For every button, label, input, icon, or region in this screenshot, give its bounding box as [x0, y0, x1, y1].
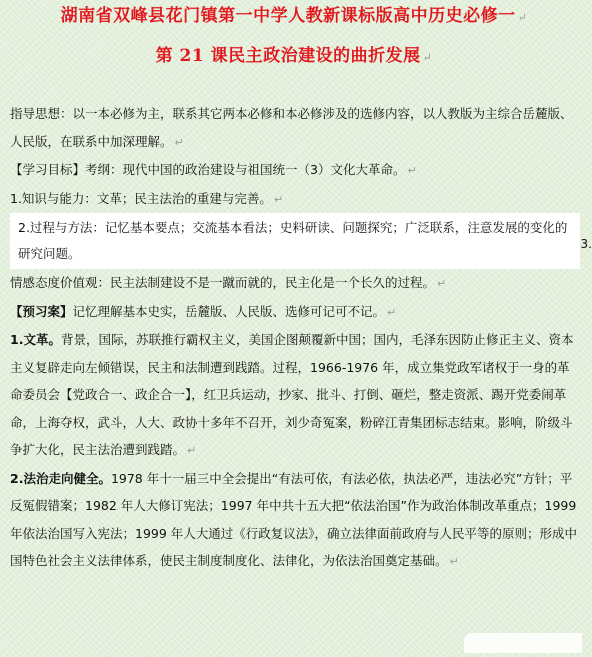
learning-goals-label: 【学习目标】 — [10, 162, 86, 177]
process-method-paragraph — [10, 213, 592, 269]
paragraph-mark-icon: ↵ — [273, 192, 284, 206]
guiding-ideology-text: 指导思想：以一本必修为主，联系其它两本必修和本必修涉及的选修内容，以人教版为主综合岳麓版、人民版，在联系中加深理解。 — [10, 106, 573, 149]
rule-of-law-text: 1978 年十一届三中全会提出“有法可依，有法必依，执法必严，违法必究”方针；平反冤假错案；1982 年人大修订宪法；1997 年中共十五大把“依法治国”作为政治体制改革重点；1999 年依法治国写入宪法；1999 年人大通过《行政复议法》，确立法律面前政府与人民平等的原则；形成中国特色社会主义法律体系，使民主制度制度化、法律化，为依法治国奠定基础。 — [10, 470, 578, 568]
learning-goals-text: 考纲：现代中国的政治建设与祖国统一（3）文化大革命。 — [85, 162, 406, 177]
preview-text: 记忆理解基本史实，岳麓版、人民版、选修可记可不记。 — [72, 303, 386, 319]
process-method-text: 2.过程与方法：记忆基本要点；交流基本看法；史料研读、问题探究；广泛联系，注意发展的变化的研究问题。 — [18, 220, 568, 261]
paragraph-mark-icon: ↵ — [437, 277, 447, 290]
title-line2-text: 第 21 课民主政治建设的曲折发展 — [155, 46, 421, 66]
document-body — [10, 100, 592, 576]
knowledge-ability-text: 1.知识与能力：文革；民主法治的重建与完善。 — [10, 190, 272, 206]
document-title-line1 — [0, 5, 588, 29]
attitude-values-text: 情感态度价值观：民主法制建设不是一蹴而就的，民主化是一个长久的过程。 — [10, 275, 436, 290]
rule-of-law-label: 2.法治走向健全。 — [10, 470, 111, 486]
preview-label: 【预习案】 — [10, 303, 73, 319]
side-number: 3. — [580, 237, 592, 251]
cultural-revolution-label: 1.文革。 — [10, 332, 61, 347]
learning-goals-paragraph — [10, 156, 580, 185]
paragraph-mark-icon: ↵ — [387, 305, 397, 319]
title-line1-text: 湖南省双峰县花门镇第一中学人教新课标版高中历史必修一 — [60, 6, 516, 26]
watermark-stamp — [464, 633, 582, 653]
guiding-ideology-paragraph — [10, 100, 580, 156]
cultural-revolution-paragraph — [10, 326, 580, 465]
attitude-values-paragraph — [10, 269, 580, 298]
paragraph-mark-icon: ↵ — [174, 135, 184, 149]
paragraph-mark-icon: ↵ — [517, 11, 528, 24]
cultural-revolution-text: 背景，国际，苏联推行霸权主义，美国企图颠覆新中国；国内，毛泽东因防止修正主义、资本主义复辟走向左倾错误，民主和法制遭到践踏。过程，1966-1976 年，成立集党政军诸权于一身的革命委员会【党政合一、政企合一】，红卫兵运动，抄家、批斗、打倒、砸烂，整走资派、踢开党委闹革命，上海夺权，武斗，人大、政协十多年不召开，刘少奇冤案，粉碎江青集团标志结束。影响，阶级斗争扩大化，民主法治遭到践踏。 — [10, 332, 574, 457]
paragraph-mark-icon: ↵ — [187, 444, 197, 457]
knowledge-ability-paragraph — [10, 185, 580, 214]
paragraph-mark-icon: ↵ — [422, 51, 433, 64]
paragraph-mark-icon: ↵ — [449, 555, 459, 568]
rule-of-law-paragraph — [10, 465, 580, 576]
preview-paragraph — [10, 298, 580, 327]
paragraph-mark-icon: ↵ — [407, 164, 417, 177]
document-title-line2 — [0, 45, 588, 69]
